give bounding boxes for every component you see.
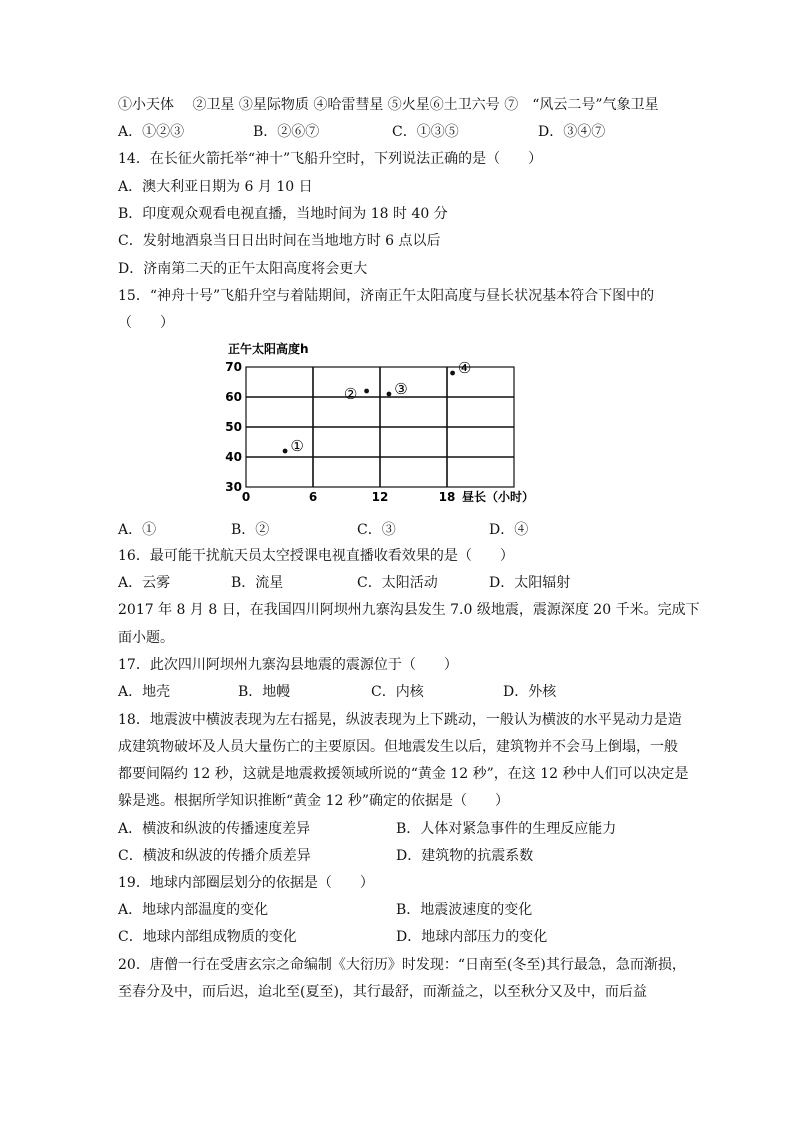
chart-x-tick-0: 0: [241, 490, 251, 504]
sun-altitude-chart: [218, 335, 538, 510]
q18-line3: 都要间隔约 12 秒，这就是地震救援领域所说的“黄金 12 秒”，在这 12 秒中人们可以决定是: [118, 766, 689, 782]
q14-option-c: C．发射地酒泉当日日出时间在当地地方时 6 点以后: [118, 233, 441, 249]
intro-line1: 2017 年 8 月 8 日，在我国四川阿坝州九寨沟县发生 7.0 级地震，震源深度 20 千米。完成下: [118, 602, 700, 618]
q15-option-d: D．④: [489, 522, 529, 538]
chart-y-tick-0: 30: [225, 480, 242, 494]
chart-point-4: [450, 371, 455, 376]
q16-stem: 16．最可能干扰航天员太空授课电视直播收看效果的是（ ）: [118, 548, 514, 564]
q14-option-a: A．澳大利亚日期为 6 月 10 日: [118, 179, 313, 195]
chart-y-tick-1: 40: [225, 450, 242, 464]
chart-x-tick-2: 12: [371, 490, 389, 504]
chart-point-2: [364, 389, 369, 394]
q13-option-b: B．②⑥⑦: [253, 124, 320, 140]
chart-y-tick-2: 50: [225, 420, 242, 434]
q16-option-a: A．云雾: [118, 575, 171, 591]
q17-option-d: D．外核: [503, 684, 557, 700]
chart-point-label-3: ③: [394, 380, 408, 398]
chart-point-label-2: ②: [343, 385, 358, 403]
q18-line2: 成建筑物破坏及人员大量伤亡的主要原因。但地震发生以后，建筑物并不会马上倒塌，一般: [118, 739, 678, 755]
q16-option-b: B．流星: [231, 575, 284, 591]
q19-option-d: D．地球内部压力的变化: [396, 929, 548, 945]
q13-items-line: ①小天体 ②卫星 ③星际物质 ④哈雷彗星 ⑤火星⑥土卫六号 ⑦ “风云二号”气象卫星: [118, 97, 659, 113]
intro-line2: 面小题。: [118, 630, 174, 646]
q19-option-b: B．地震波速度的变化: [396, 902, 533, 918]
chart-point-label-4: ④: [457, 359, 472, 377]
q15-stem-line2: （ ）: [118, 315, 174, 331]
q13-option-d: D．③④⑦: [538, 124, 606, 140]
q16-option-c: C．太阳活动: [357, 575, 438, 591]
q18-option-c: C．横波和纵波的传播介质差异: [118, 848, 311, 864]
chart-x-tick-1: 6: [308, 490, 318, 504]
q19-option-c: C．地球内部组成物质的变化: [118, 929, 297, 945]
q18-line4: 躲是逃。根据所学知识推断“黄金 12 秒”确定的依据是（ ）: [118, 793, 510, 809]
q14-option-b: B．印度观众观看电视直播，当地时间为 18 时 40 分: [118, 206, 448, 222]
chart-y-axis-label: 正午太阳高度h: [228, 342, 309, 356]
q18-line1: 18．地震波中横波表现为左右摇晃，纵波表现为上下跳动，一般认为横波的水平晃动力是造: [118, 712, 682, 728]
q17-option-c: C．内核: [371, 684, 424, 700]
q16-option-d: D．太阳辐射: [489, 575, 571, 591]
q13-option-a: A．①②③: [118, 124, 185, 140]
q13-option-c: C．①③⑤: [392, 124, 459, 140]
q15-stem-line1: 15．“神舟十号”飞船升空与着陆期间，济南正午太阳高度与昼长状况基本符合下图中的: [118, 288, 655, 304]
chart-x-tick-3: 18: [438, 490, 456, 504]
chart-x-axis-label: 昼长（小时）: [462, 490, 535, 504]
q14-option-d: D．济南第二天的正午太阳高度将会更大: [118, 261, 368, 277]
q19-stem: 19．地球内部圈层划分的依据是（ ）: [118, 875, 374, 891]
q20-line1: 20．唐僧一行在受唐玄宗之命编制《大衍历》时发现：“日南至(冬至)其行最急，急而渐损，: [118, 957, 686, 973]
q15-option-c: C．③: [357, 522, 396, 538]
chart-y-tick-4: 70: [225, 360, 242, 374]
q19-option-a: A．地球内部温度的变化: [118, 902, 269, 918]
q18-option-b: B．人体对紧急事件的生理反应能力: [396, 821, 617, 837]
q17-option-b: B．地幔: [238, 684, 291, 700]
q15-option-b: B．②: [231, 522, 270, 538]
chart-y-tick-3: 60: [225, 390, 242, 404]
chart-grid: [246, 367, 514, 487]
chart-points: [283, 359, 472, 455]
q15-option-a: A．①: [118, 522, 157, 538]
q18-option-a: A．横波和纵波的传播速度差异: [118, 821, 311, 837]
q14-stem: 14．在长征火箭托举“神十”飞船升空时，下列说法正确的是（ ）: [118, 151, 543, 167]
chart-ticks: [225, 360, 455, 504]
chart-point-1: [283, 449, 288, 454]
q20-line2: 至春分及中，而后迟，迨北至(夏至)，其行最舒，而渐益之，以至秋分又及中，而后益: [118, 984, 647, 1000]
chart-point-label-1: ①: [290, 437, 304, 455]
q17-stem: 17．此次四川阿坝州九寨沟县地震的震源位于（ ）: [118, 657, 458, 673]
chart-point-3: [387, 392, 392, 397]
q17-option-a: A．地壳: [118, 684, 171, 700]
q18-option-d: D．建筑物的抗震系数: [396, 848, 534, 864]
